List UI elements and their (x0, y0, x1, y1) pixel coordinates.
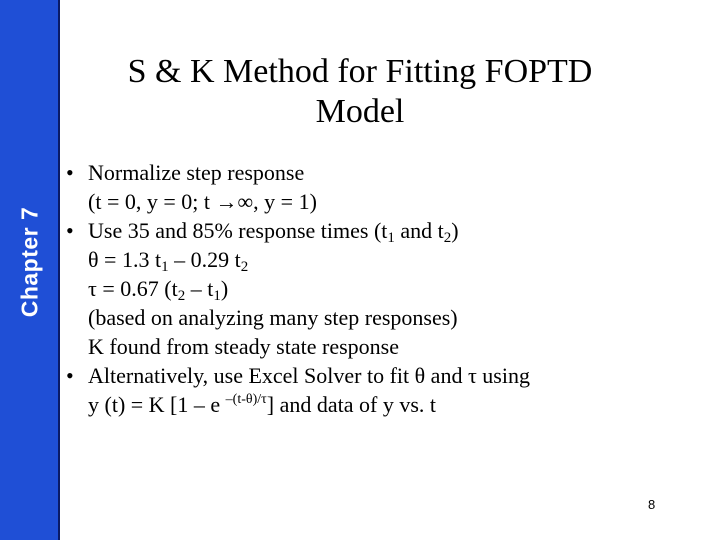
bullet-icon: • (66, 363, 74, 388)
bullet-continuation (88, 332, 708, 361)
bullet-text: and t (394, 218, 444, 243)
subscript: 1 (213, 288, 221, 304)
equation-tau (88, 274, 708, 303)
bullet-list (66, 158, 708, 419)
superscript: –(t-θ)/τ (225, 392, 267, 407)
equation-text: ) (220, 276, 229, 301)
bullet-text: (based on analyzing many step responses) (88, 305, 458, 330)
bullet-icon: • (66, 160, 74, 185)
subscript: 2 (240, 259, 249, 275)
equation-theta (88, 245, 708, 274)
bullet-continuation (88, 303, 708, 332)
equation-text: y (t) = K [1 – e (88, 392, 226, 417)
slide-title-line-2: Model (315, 93, 405, 130)
subscript: 1 (161, 259, 169, 275)
equation-text: ] and data of y vs. t (266, 392, 436, 417)
bullet-item-normalize (66, 158, 708, 187)
page-number: 8 (648, 497, 656, 512)
slide-title-line-1: S & K Method for Fitting FOPTD (127, 53, 593, 90)
chapter-sidebar (0, 0, 60, 540)
equation-text: – t (185, 276, 214, 301)
bullet-item-excel-solver (66, 361, 708, 390)
bullet-text: (t = 0, y = 0; t →∞, y = 1) (88, 189, 317, 214)
bullet-text: Use 35 and 85% response times (t (88, 218, 388, 243)
equation-text: – 0.29 t (168, 247, 241, 272)
equation-model (88, 390, 708, 419)
bullet-item-response-times (66, 216, 708, 246)
equation-text: θ = 1.3 t (88, 247, 162, 272)
bullet-text: Alternatively, use Excel Solver to fit θ and τ using (88, 363, 530, 388)
equation-text: τ = 0.67 (t (88, 276, 178, 301)
bullet-text: ) (451, 218, 459, 243)
subscript: 1 (387, 230, 395, 246)
bullet-text: K found from steady state response (88, 334, 399, 359)
slide-title (60, 52, 660, 132)
chapter-label: Chapter 7 (16, 206, 43, 318)
bullet-icon: • (66, 218, 74, 243)
subscript: 2 (443, 230, 452, 246)
bullet-text: Normalize step response (88, 160, 305, 185)
subscript: 2 (177, 288, 186, 304)
bullet-continuation (88, 187, 708, 216)
